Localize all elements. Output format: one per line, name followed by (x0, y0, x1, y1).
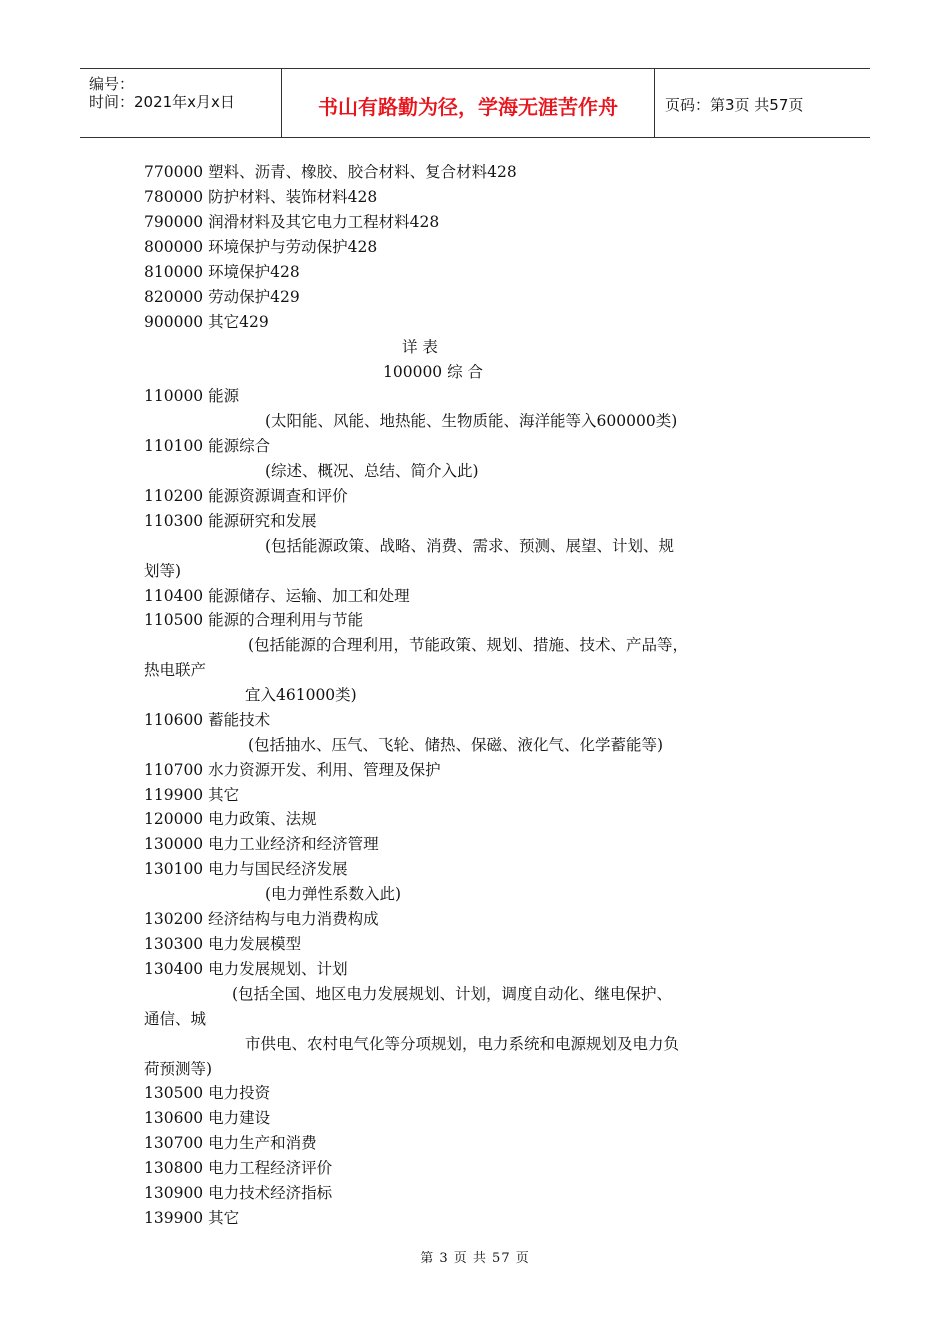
list-note: (综述、概况、总结、简介入此) (265, 462, 479, 480)
list-item: 119900 其它 (144, 786, 240, 804)
list-note: (包括能源政策、战略、消费、需求、预测、展望、计划、规 (265, 537, 675, 555)
header-page-number: 页码：第3页 共57页 (665, 96, 804, 114)
document-time-label: 时间：2021年x月x日 (89, 93, 235, 111)
list-item: 780000 防护材料、装饰材料428 (144, 188, 378, 206)
list-item: 120000 电力政策、法规 (144, 810, 317, 828)
list-note: 宜入461000类) (245, 686, 357, 704)
list-item: 130500 电力投资 (144, 1084, 271, 1102)
header-table (80, 68, 870, 138)
list-item: 110000 能源 (144, 387, 240, 405)
page-footer: 第 3 页 共 57 页 (420, 1251, 530, 1266)
list-item: 110700 水力资源开发、利用、管理及保护 (144, 761, 441, 779)
list-item: 790000 润滑材料及其它电力工程材料428 (144, 213, 440, 231)
list-item: 900000 其它429 (144, 313, 269, 331)
list-item: 130200 经济结构与电力消费构成 (144, 910, 379, 928)
list-item: 130100 电力与国民经济发展 (144, 860, 348, 878)
header-motto-cell (282, 69, 655, 137)
header-meta-cell (80, 69, 282, 137)
list-note: (包括抽水、压气、飞轮、储热、保磁、液化气、化学蓄能等) (248, 736, 664, 754)
list-item: 130900 电力技术经济指标 (144, 1184, 333, 1202)
header-page-cell (655, 69, 870, 137)
list-item: 800000 环境保护与劳动保护428 (144, 238, 378, 256)
list-note: (包括全国、地区电力发展规划、计划，调度自动化、继电保护、 (232, 985, 673, 1003)
list-item: 820000 劳动保护429 (144, 288, 300, 306)
section-title: 详 表 (402, 338, 438, 356)
list-note: (包括能源的合理利用，节能政策、规划、措施、技术、产品等， (248, 636, 689, 654)
list-note: 通信、城 (144, 1010, 207, 1028)
list-item: 139900 其它 (144, 1209, 240, 1227)
list-item: 110100 能源综合 (144, 437, 271, 455)
list-note: 划等) (144, 562, 182, 580)
list-note: 荷预测等) (144, 1060, 213, 1078)
list-item: 110600 蓄能技术 (144, 711, 271, 729)
list-item: 110300 能源研究和发展 (144, 512, 317, 530)
list-item: 130800 电力工程经济评价 (144, 1159, 333, 1177)
list-item: 130000 电力工业经济和经济管理 (144, 835, 379, 853)
list-item: 130300 电力发展模型 (144, 935, 302, 953)
list-item: 110200 能源资源调查和评价 (144, 487, 348, 505)
list-note: 热电联产 (144, 661, 207, 679)
document-number-label: 编号： (89, 75, 135, 93)
list-note: (太阳能、风能、地热能、生物质能、海洋能等入600000类) (265, 412, 678, 430)
list-item: 770000 塑料、沥青、橡胶、胶合材料、复合材料428 (144, 163, 517, 181)
list-item: 130400 电力发展规划、计划 (144, 960, 348, 978)
list-item: 110400 能源储存、运输、加工和处理 (144, 587, 410, 605)
section-subtitle: 100000 综 合 (383, 363, 484, 381)
list-item: 130600 电力建设 (144, 1109, 271, 1127)
list-note: 市供电、农村电气化等分项规划，电力系统和电源规划及电力负 (245, 1035, 680, 1053)
list-item: 810000 环境保护428 (144, 263, 300, 281)
list-item: 110500 能源的合理利用与节能 (144, 611, 364, 629)
list-note: (电力弹性系数入此) (265, 885, 402, 903)
header-motto: 书山有路勤为径，学海无涯苦作舟 (318, 95, 618, 119)
list-item: 130700 电力生产和消费 (144, 1134, 317, 1152)
